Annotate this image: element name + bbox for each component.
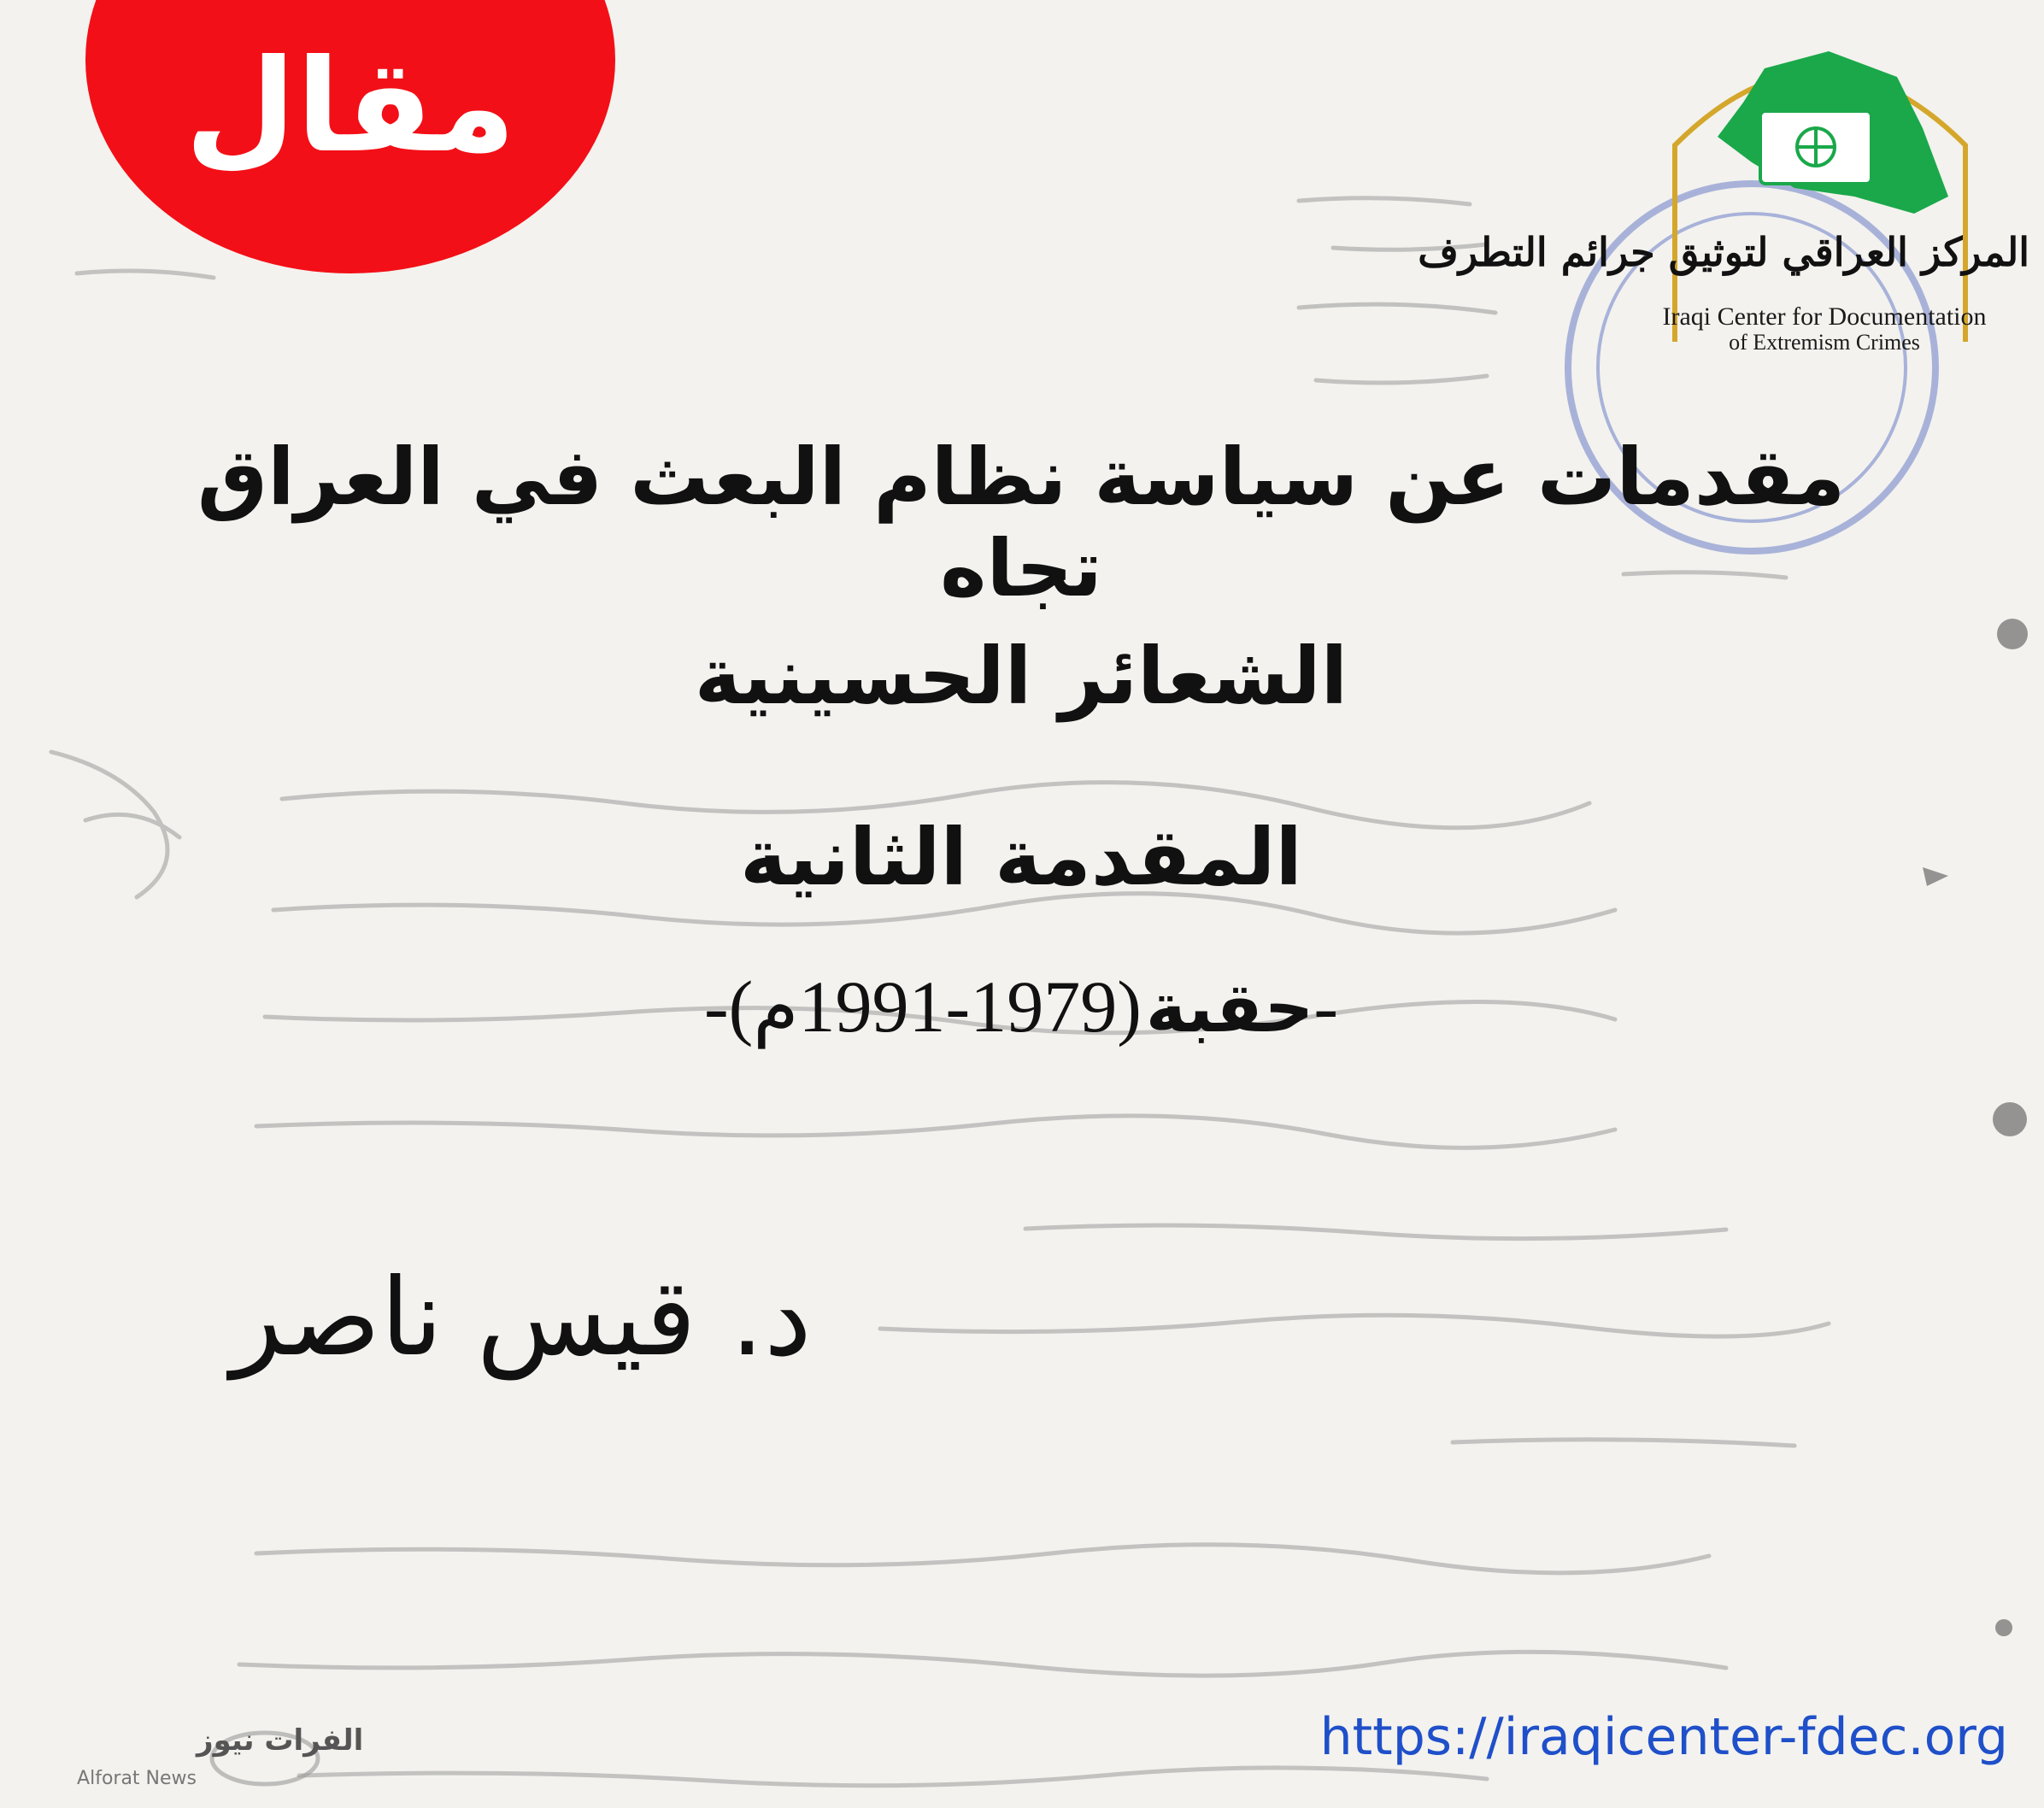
- website-url: https://iraqicenter-fdec.org: [1319, 1707, 2008, 1767]
- author-name: د. قيس ناصر: [231, 1256, 812, 1380]
- logo-name-english-line2: of Extremism Crimes: [1729, 329, 1920, 355]
- logo-name-english: [1619, 303, 2029, 354]
- logo-name-english-line1: Iraqi Center for Documentation: [1662, 302, 1987, 331]
- article-subtitle: المقدمة الثانية: [740, 812, 1302, 903]
- watermark-text-ar: الفرات نيوز: [197, 1723, 364, 1758]
- period-prefix: -: [1313, 966, 1338, 1048]
- article-title-line2: الشعائر الحسينية: [694, 631, 1348, 722]
- period-years: (1979-1991م)-: [704, 966, 1142, 1048]
- article-title-line1: مقدمات عن سياسة نظام البعث في العراق تجاه: [197, 431, 1846, 614]
- article-period: [103, 964, 1940, 1049]
- badge-label: مقال: [185, 32, 516, 181]
- watermark-text-en: Alforat News: [77, 1768, 197, 1789]
- period-label: حقبة: [1145, 968, 1314, 1048]
- alforat-news-watermark: [0, 1717, 364, 1808]
- logo-name-arabic: المركز العراقي لتوثيق جرائم التطرف: [1418, 229, 2029, 275]
